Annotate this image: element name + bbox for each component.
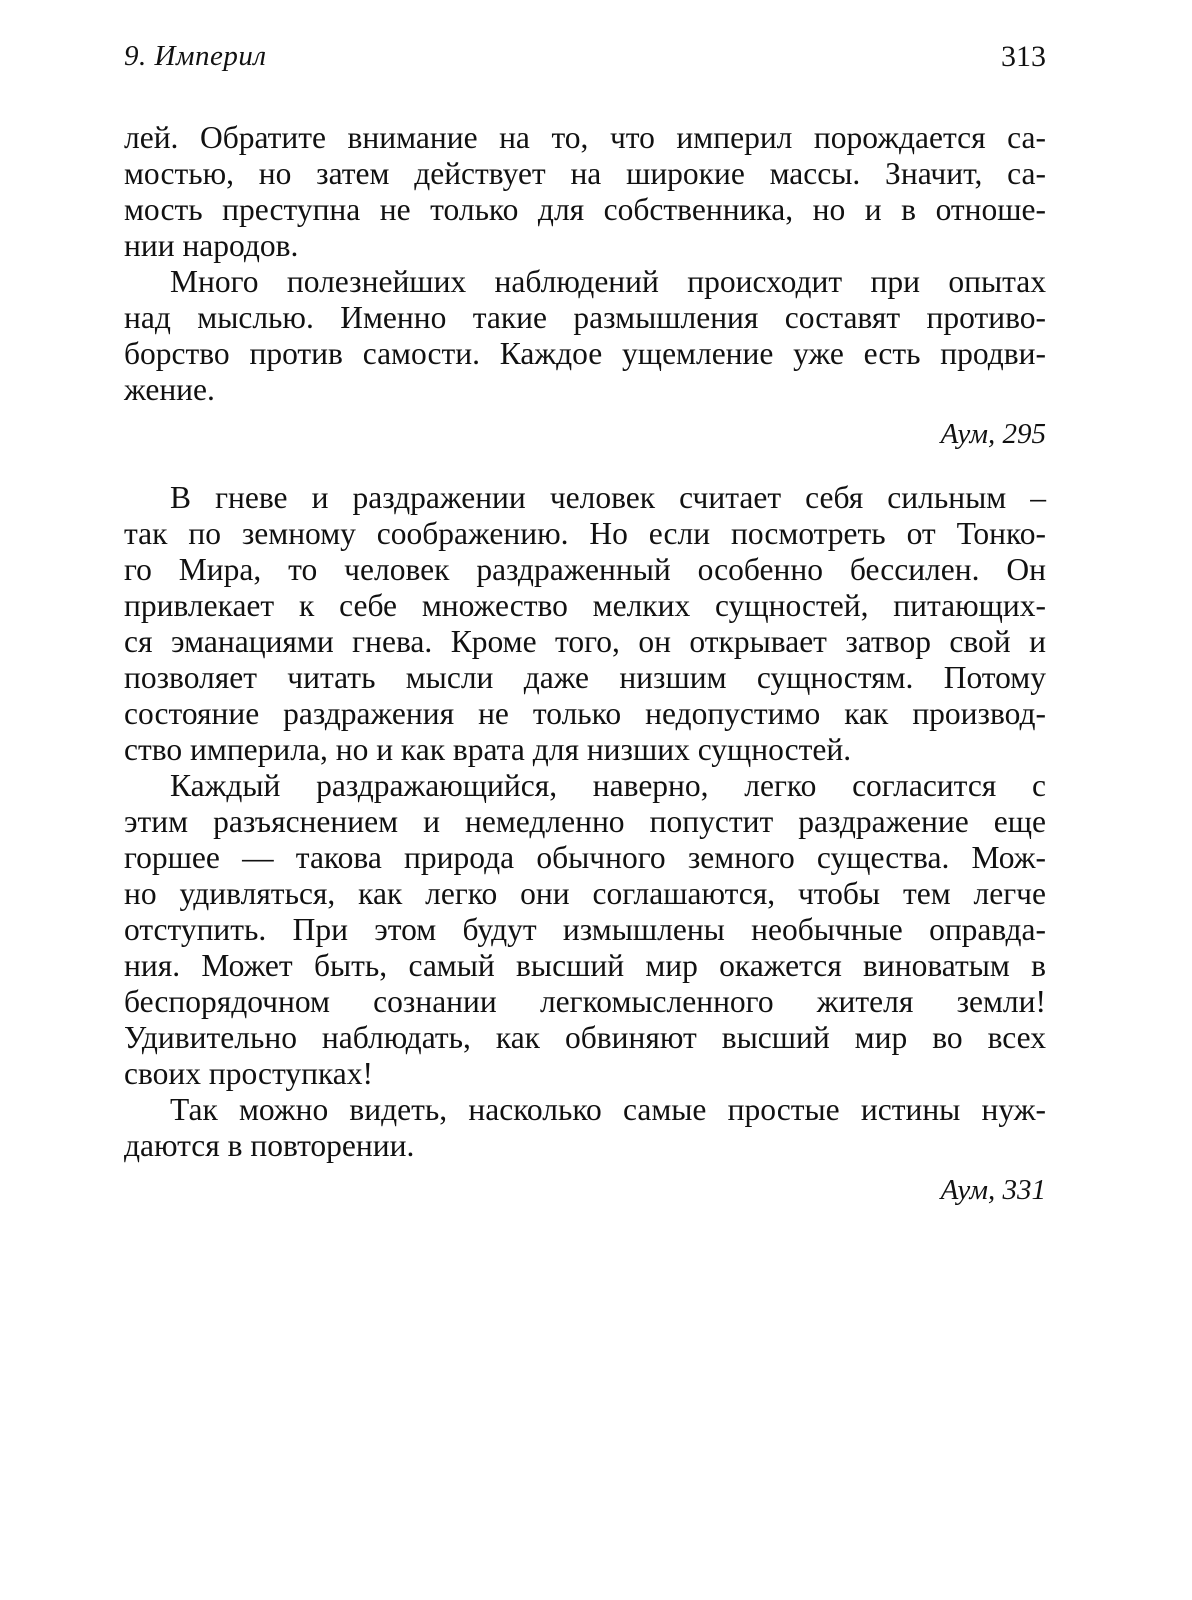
text-line: привлекает к себе множество мелких сущностей, питающих- [124,588,1046,623]
text-line: горшее — такова природа обычного земного существа. Мож- [124,840,1046,875]
text-line: Так можно видеть, насколько самые простые истины нуж- [170,1092,1046,1127]
paragraph [124,480,1046,768]
text-line: над мыслью. Именно такие размышления составят противо- [124,300,1046,335]
running-head: 9. Империл [124,40,267,72]
text-line: отступить. При этом будут измышлены необычные оправда- [124,912,1046,947]
text-line: жение. [124,372,215,407]
section [124,120,1046,452]
text-line: мость преступна не только для собственника, но и в отноше- [124,192,1046,227]
citation: Аум, 295 [940,418,1046,450]
text-line: своих проступках! [124,1056,374,1091]
paragraph [124,120,1046,264]
text-line: ство империла, но и как врата для низших сущностей. [124,732,852,767]
text-line: даются в повторении. [124,1128,415,1163]
section [124,480,1046,1208]
text-line: го Мира, то человек раздраженный особенно бессилен. Он [124,552,1046,587]
page-header [124,40,1046,80]
text-line: нии народов. [124,228,299,263]
text-line: но удивляться, как легко они соглашаются, чтобы тем легче [124,876,1046,911]
text-line: позволяет читать мысли даже низшим сущностям. Потому [124,660,1046,695]
text-line: так по земному соображению. Но если посмотреть от Тонко- [124,516,1046,551]
text-line: беспорядочном сознании легкомысленного жителя земли! [124,984,1046,1019]
text-line: состояние раздражения не только недопустимо как производ- [124,696,1046,731]
text-line: мостью, но затем действует на широкие массы. Значит, са- [124,156,1046,191]
paragraph [124,264,1046,408]
text-line: ния. Может быть, самый высший мир окажется виноватым в [124,948,1046,983]
paragraph [124,768,1046,1092]
text-line: борство против самости. Каждое ущемление уже есть продви- [124,336,1046,371]
page-number: 313 [1001,40,1046,73]
text-line: этим разъяснением и немедленно попустит раздражение еще [124,804,1046,839]
citation: Аум, 331 [940,1174,1046,1206]
text-line: ся эманациями гнева. Кроме того, он открывает затвор свой и [124,624,1046,659]
text-line: Каждый раздражающийся, наверно, легко согласится с [170,768,1046,803]
paragraph [124,1092,1046,1164]
body-text [124,120,1046,1208]
text-line: лей. Обратите внимание на то, что империл порождается са- [124,120,1046,155]
text-line: В гневе и раздражении человек считает себя сильным – [170,480,1046,515]
text-line: Удивительно наблюдать, как обвиняют высший мир во всех [124,1020,1046,1055]
text-line: Много полезнейших наблюдений происходит при опытах [170,264,1046,299]
